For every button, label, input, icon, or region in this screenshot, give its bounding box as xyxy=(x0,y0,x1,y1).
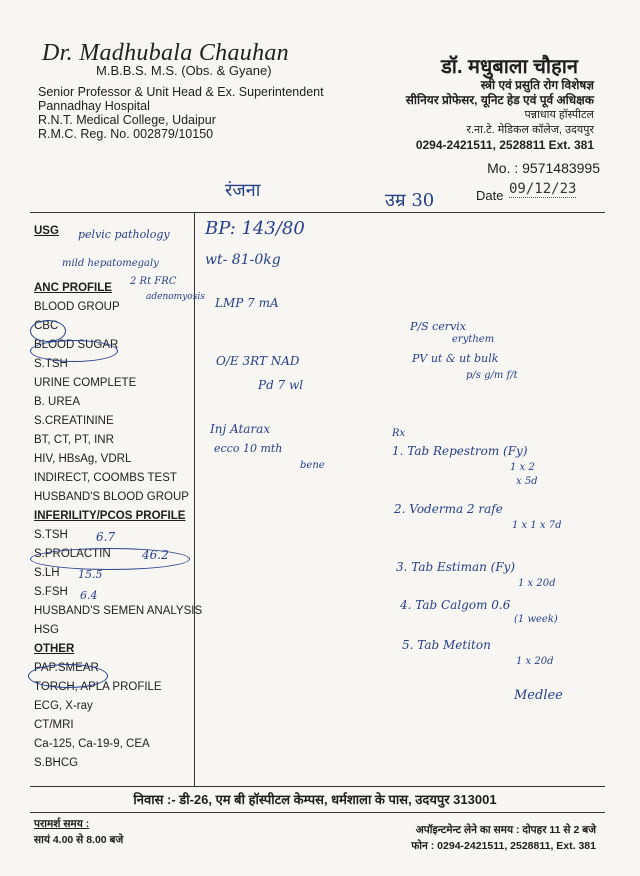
value-prolactin: 46.2 xyxy=(142,548,169,562)
value-slh: 15.5 xyxy=(78,568,103,581)
doctor-info-hindi xyxy=(406,78,594,153)
rx-med1: 1. Tab Repestrom (Fy) xyxy=(392,444,528,458)
doctor-name-hindi: डॉ. मधुबाला चौहान xyxy=(441,56,578,78)
note-usg4: adenomyosis xyxy=(146,292,205,302)
rx-symbol: Rx xyxy=(392,428,406,439)
test-item: INDIRECT, COOMBS TEST xyxy=(34,472,177,484)
value-stsh: 6.7 xyxy=(96,530,116,544)
phone: 0294-2421511, 2528811 Ext. 381 xyxy=(415,138,594,152)
rx-med2-dose: 1 x 1 x 7d xyxy=(512,520,562,531)
appointment-time: अपॉइन्टमेन्ट लेने का समय : दोपहर 11 से 2 बजे xyxy=(415,824,596,836)
circle-prolactin xyxy=(30,548,190,570)
test-item: CT/MRI xyxy=(34,719,74,731)
note-inj2: ecco 10 mth xyxy=(214,442,283,455)
rx-med1-days: x 5d xyxy=(516,476,538,487)
note-oe2: Pd 7 wl xyxy=(258,378,304,392)
test-item: HUSBAND'S SEMEN ANALYSIS xyxy=(34,605,203,617)
circle-blood-sugar xyxy=(30,340,118,362)
note-inj: Inj Atarax xyxy=(210,422,271,436)
specialty-hindi: स्त्री एवं प्रसुति रोग विशेषज्ञ xyxy=(480,78,594,92)
note-pv2: p/s g/m f/t xyxy=(466,370,518,381)
note-pv: PV ut & ut bulk xyxy=(412,352,499,365)
note-usg2: mild hepatomegaly xyxy=(62,258,159,269)
test-item: B. UREA xyxy=(34,396,81,408)
consult-label: परामर्श समय : xyxy=(34,818,90,830)
test-item: Ca-125, Ca-19-9, CEA xyxy=(34,738,150,750)
consult-time-block xyxy=(34,816,123,848)
test-item: S.FSH xyxy=(34,586,68,598)
footer-phone: फोन : 0294-2421511, 2528811, Ext. 381 xyxy=(411,840,596,852)
rx-med1-dose: 1 x 2 xyxy=(510,462,535,473)
test-item: S.PROLACTIN xyxy=(34,548,111,560)
test-item: HSG xyxy=(34,624,59,636)
test-item: ECG, X-ray xyxy=(34,700,93,712)
consult-time: सायं 4.00 से 8.00 बजे xyxy=(34,834,124,846)
hospital: Pannadhay Hospital xyxy=(38,99,150,113)
section-heading: USG xyxy=(34,225,59,237)
rx-med4: 4. Tab Calgom 0.6 xyxy=(400,598,511,612)
note-weight: wt- 81-0kg xyxy=(205,252,281,268)
test-item: BT, CT, PT, INR xyxy=(34,434,114,446)
note-usg: pelvic pathology xyxy=(78,228,170,241)
test-item: S.TSH xyxy=(34,529,68,541)
date-value: 09/12/23 xyxy=(509,181,577,197)
note-inj3: bene xyxy=(300,460,325,471)
rx-med5: 5. Tab Metiton xyxy=(402,638,491,652)
mobile: Mo. : 9571483995 xyxy=(487,160,600,176)
test-item: S.CREATININE xyxy=(34,415,114,427)
note-bp: BP: 143/80 xyxy=(205,218,305,239)
section-heading: OTHER xyxy=(34,643,75,655)
patient-name: रंजना xyxy=(225,180,261,201)
test-item: CBC xyxy=(34,320,59,332)
doctor-name: Dr. Madhubala Chauhan xyxy=(42,40,289,66)
note-ps2: erythem xyxy=(452,334,495,345)
test-item: S.BHCG xyxy=(34,757,79,769)
value-sfsh: 6.4 xyxy=(80,589,98,602)
designation: Senior Professor & Unit Head & Ex. Superintendent xyxy=(38,85,324,99)
circle-cbc xyxy=(30,320,66,342)
header-divider xyxy=(30,212,605,213)
test-item: BLOOD GROUP xyxy=(34,301,120,313)
test-item: HUSBAND'S BLOOD GROUP xyxy=(34,491,189,503)
section-heading: ANC PROFILE xyxy=(34,282,112,294)
test-item: URINE COMPLETE xyxy=(34,377,137,389)
test-item: S.LH xyxy=(34,567,60,579)
hospital-hindi: पन्नाधाय हॉस्पीटल xyxy=(524,109,594,121)
residence-address: निवास :- डी-26, एम बी हॉस्पीटल केम्पस, धर्मशाला के पास, उदयपुर 313001 xyxy=(133,792,497,807)
note-lmp: LMP 7 mA xyxy=(215,296,279,310)
rx-med4-dur: (1 week) xyxy=(514,614,558,625)
rx-med3: 3. Tab Estiman (Fy) xyxy=(396,560,516,574)
date-label: Date xyxy=(476,188,504,203)
footer-bottom-rule xyxy=(30,812,605,813)
rx-med5-dose: 1 x 20d xyxy=(516,656,554,667)
doctor-info-en xyxy=(38,85,324,141)
college: R.N.T. Medical College, Udaipur xyxy=(38,113,216,127)
appointment-block xyxy=(411,822,596,854)
registration: R.M.C. Reg. No. 002879/10150 xyxy=(38,127,214,141)
rx-med2: 2. Voderma 2 rafe xyxy=(394,502,503,516)
patient-age: उम्र 30 xyxy=(385,190,435,211)
footer-top-rule xyxy=(30,786,605,787)
college-hindi: र.ना.टे. मेडिकल कॉलेज, उदयपुर xyxy=(466,124,594,136)
test-item: HIV, HBsAg, VDRL xyxy=(34,453,132,465)
section-heading: INFERILITY/PCOS PROFILE xyxy=(34,510,186,522)
test-checklist xyxy=(34,222,204,773)
test-item: BLOOD SUGAR xyxy=(34,339,119,351)
designation-hindi: सीनियर प्रोफेसर, यूनिट हेड एवं पूर्व अधिक्षक xyxy=(405,93,594,107)
rx-med3-dose: 1 x 20d xyxy=(518,578,556,589)
circle-pap-smear xyxy=(28,664,108,688)
note-usg3: 2 Rt FRC xyxy=(130,276,177,287)
signature: Medlee xyxy=(514,688,563,703)
test-item: TORCH, APLA PROFILE xyxy=(34,681,162,693)
test-item: PAP.SMEAR xyxy=(34,662,99,674)
note-oe: O/E 3RT NAD xyxy=(216,354,300,368)
note-ps: P/S cervix xyxy=(410,320,467,333)
test-item: S.TSH xyxy=(34,358,68,370)
doctor-degree: M.B.B.S. M.S. (Obs. & Gyane) xyxy=(96,63,272,78)
